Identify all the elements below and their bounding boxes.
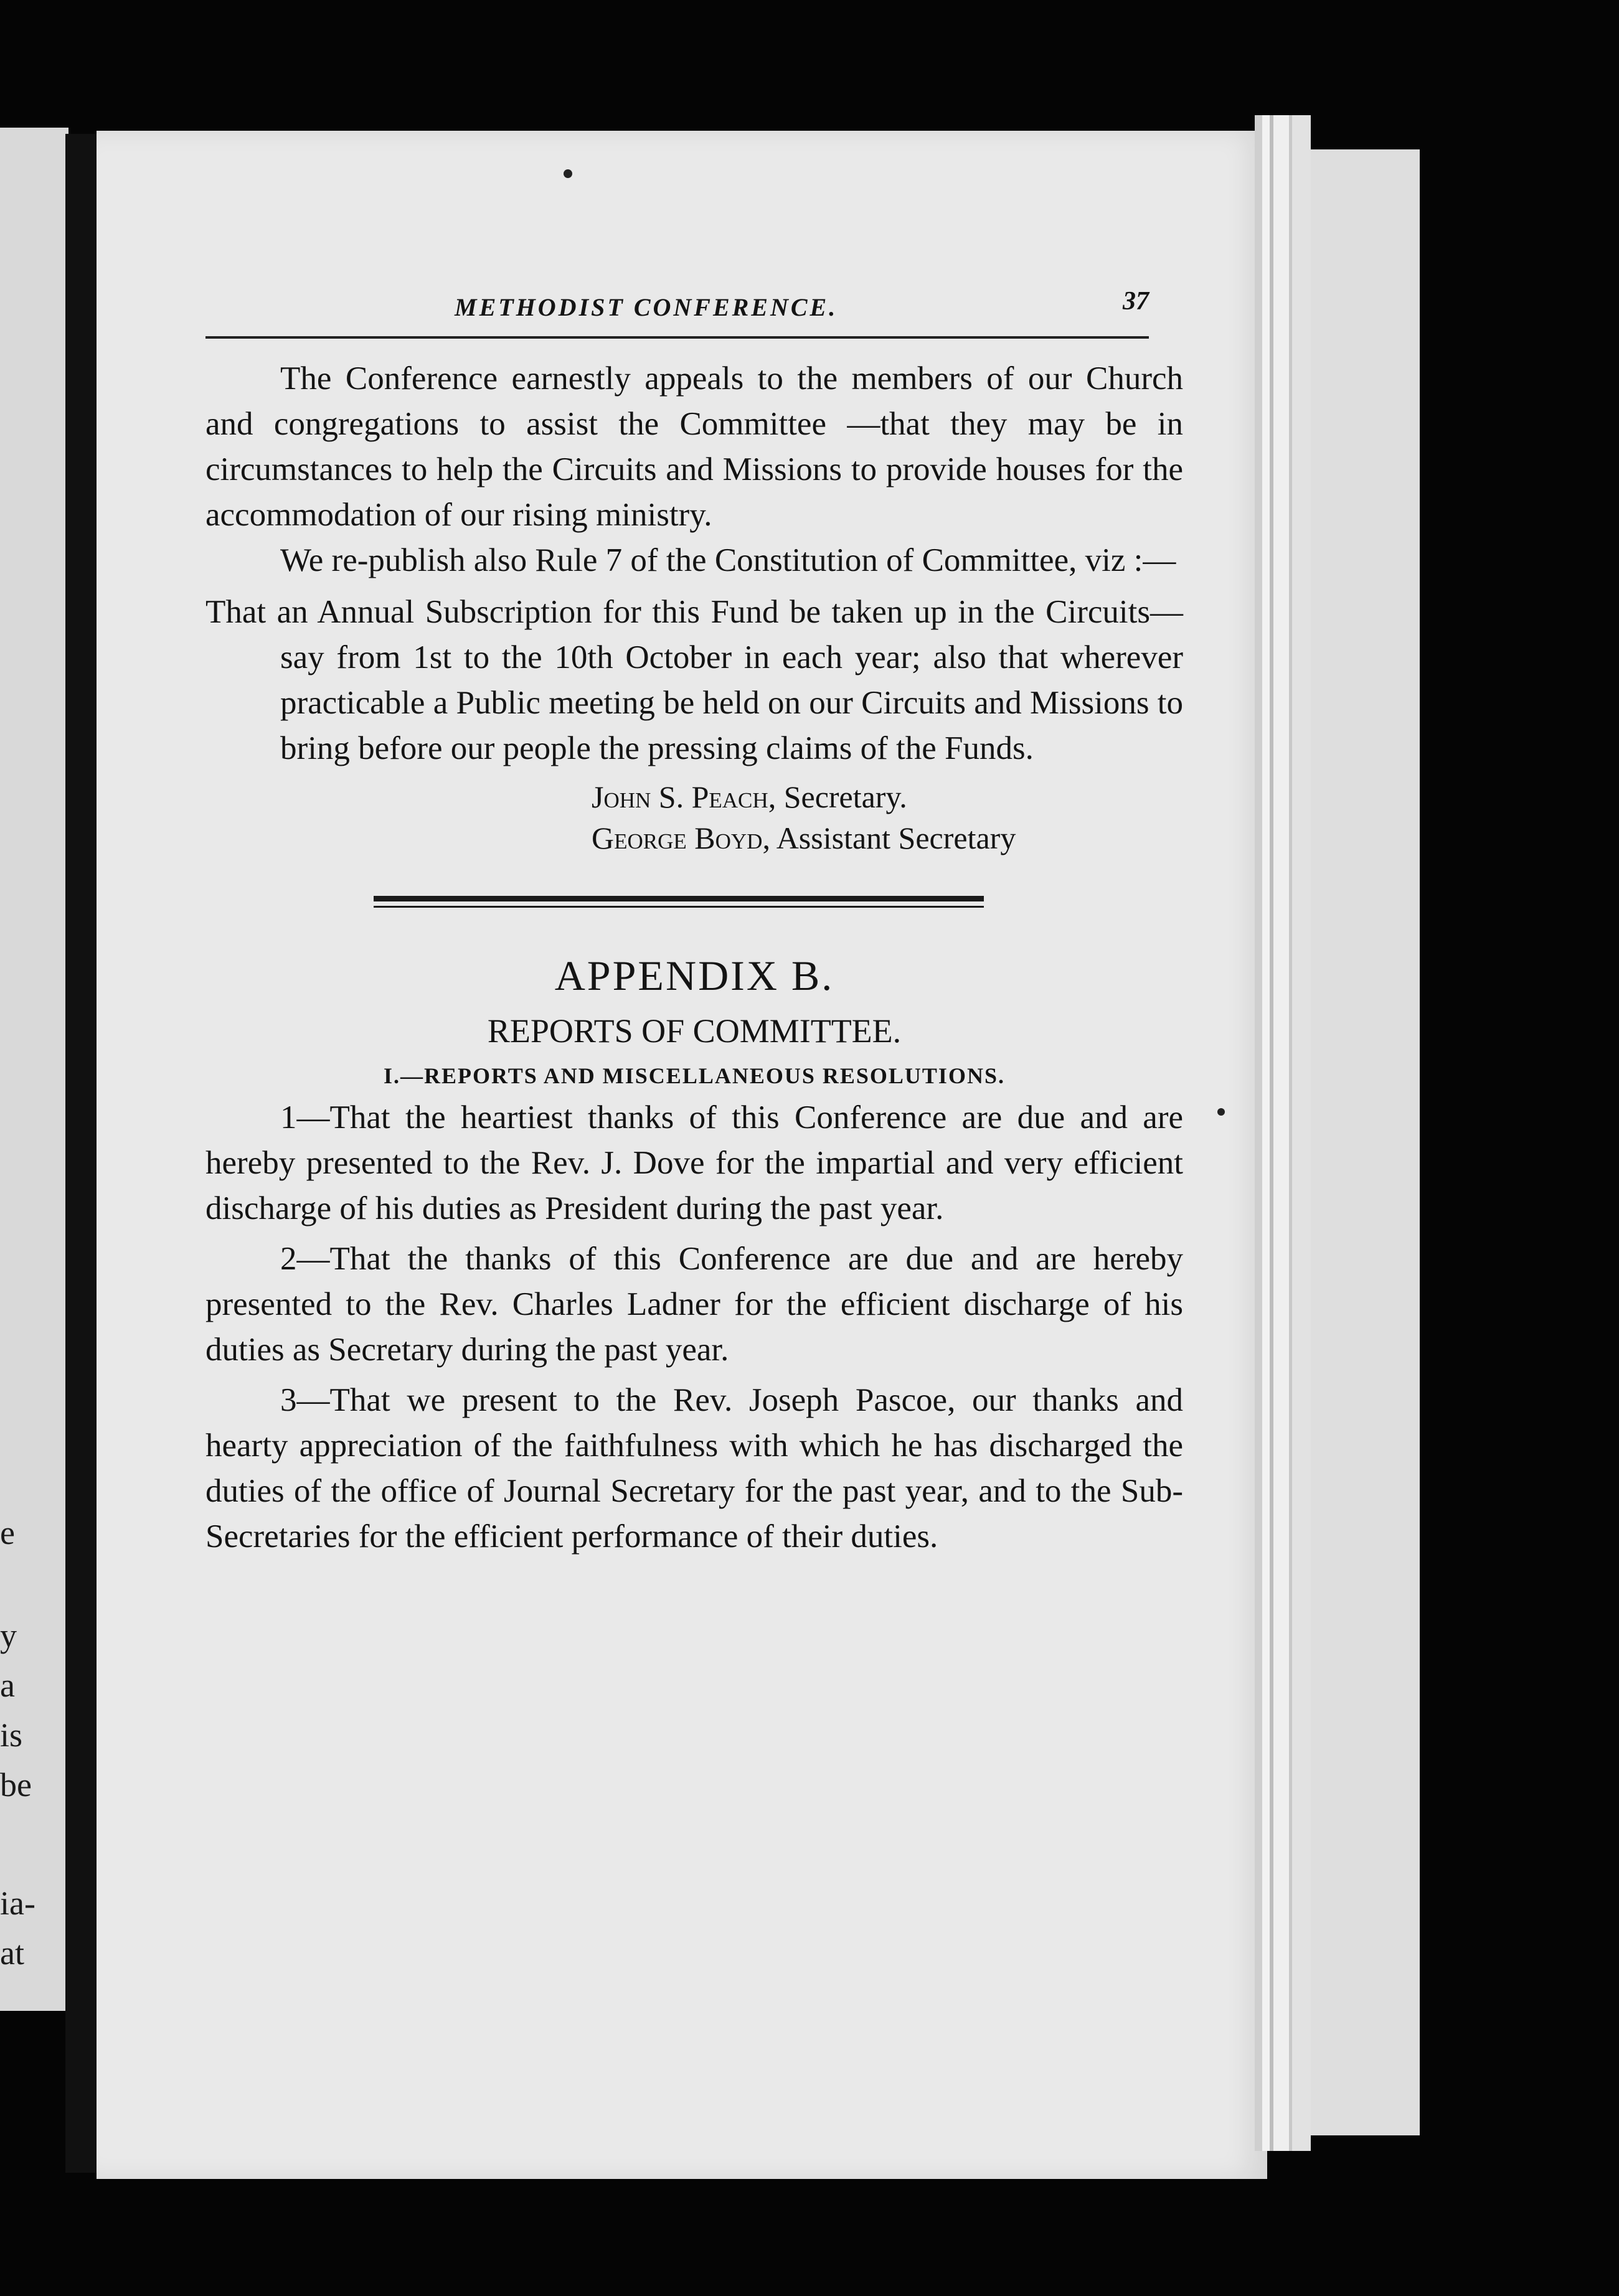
signature-role: , Assistant Secretary (762, 821, 1016, 855)
left-fragment: e (0, 1514, 15, 1551)
page-number: 37 (1123, 287, 1149, 316)
appendix-title: APPENDIX B. (554, 952, 834, 999)
signature-role: , Secretary. (768, 779, 907, 814)
left-fragment: ia- (0, 1884, 35, 1922)
signature-line (592, 817, 1183, 859)
resolution-item: 1—That the heartiest thanks of this Conference are due and are hereby presented to the Rev. J. Dove for the impartial and very efficient discharge of his duties as President during the past year. (205, 1099, 1183, 1226)
signature-name: George Boyd (592, 821, 763, 855)
section-divider (374, 896, 984, 908)
section-heading: I.—REPORTS AND MISCELLANEOUS RESOLUTIONS. (384, 1063, 1005, 1088)
ink-speck (1217, 1108, 1225, 1116)
rule-quote: That an Annual Subscription for this Fund be taken up in the Circuits—say from 1st to the 10th October in each year; also that wherever practicable a Public meeting be held on our Circuits and Missions to bring before our people the pressing claims of the Funds. (205, 594, 1183, 766)
resolutions-list (205, 1095, 1183, 1560)
body-text (205, 356, 1183, 859)
signature-block (205, 776, 1183, 859)
appendix-subtitle: REPORTS OF COMMITTEE. (487, 1012, 902, 1050)
left-fragment: at (0, 1934, 24, 1972)
left-fragment: a (0, 1667, 15, 1704)
page-content (205, 287, 1183, 1560)
divider-thick (374, 896, 984, 901)
divider-thin (374, 906, 984, 908)
left-page-fragments (0, 146, 62, 2011)
signature-name: John S. Peach (592, 779, 768, 814)
gutter-shadow (65, 134, 100, 2173)
back-page-edge (1305, 149, 1420, 2135)
running-title: METHODIST CONFERENCE. (455, 293, 838, 321)
paragraph: We re-publish also Rule 7 of the Constitution of Committee, viz :— (280, 542, 1176, 578)
paragraph: The Conference earnestly appeals to the members of our Church and congregations to assist the Committee —that they may be in circumstances to help the Circuits and Missions to provide houses for the accommodation of our rising ministry. (205, 360, 1183, 533)
page-stack-edge (1255, 115, 1311, 2151)
left-fragment: y (0, 1617, 17, 1654)
resolution-item: 2—That the thanks of this Conference are due and are hereby presented to the Rev. Charles Ladner for the efficient discharge of his duties as Secretary during the past year. (205, 1241, 1183, 1368)
ink-speck (564, 169, 572, 178)
left-fragment: is (0, 1716, 23, 1754)
left-fragment: be (0, 1766, 32, 1804)
running-header (205, 287, 1149, 339)
signature-line (592, 776, 1183, 817)
resolution-item: 3—That we present to the Rev. Joseph Pascoe, our thanks and hearty appreciation of the faithfulness with which he has discharged the duties of the office of Journal Secretary for the past year, and to the Sub-Secretaries for the efficient performance of their duties. (205, 1382, 1183, 1555)
